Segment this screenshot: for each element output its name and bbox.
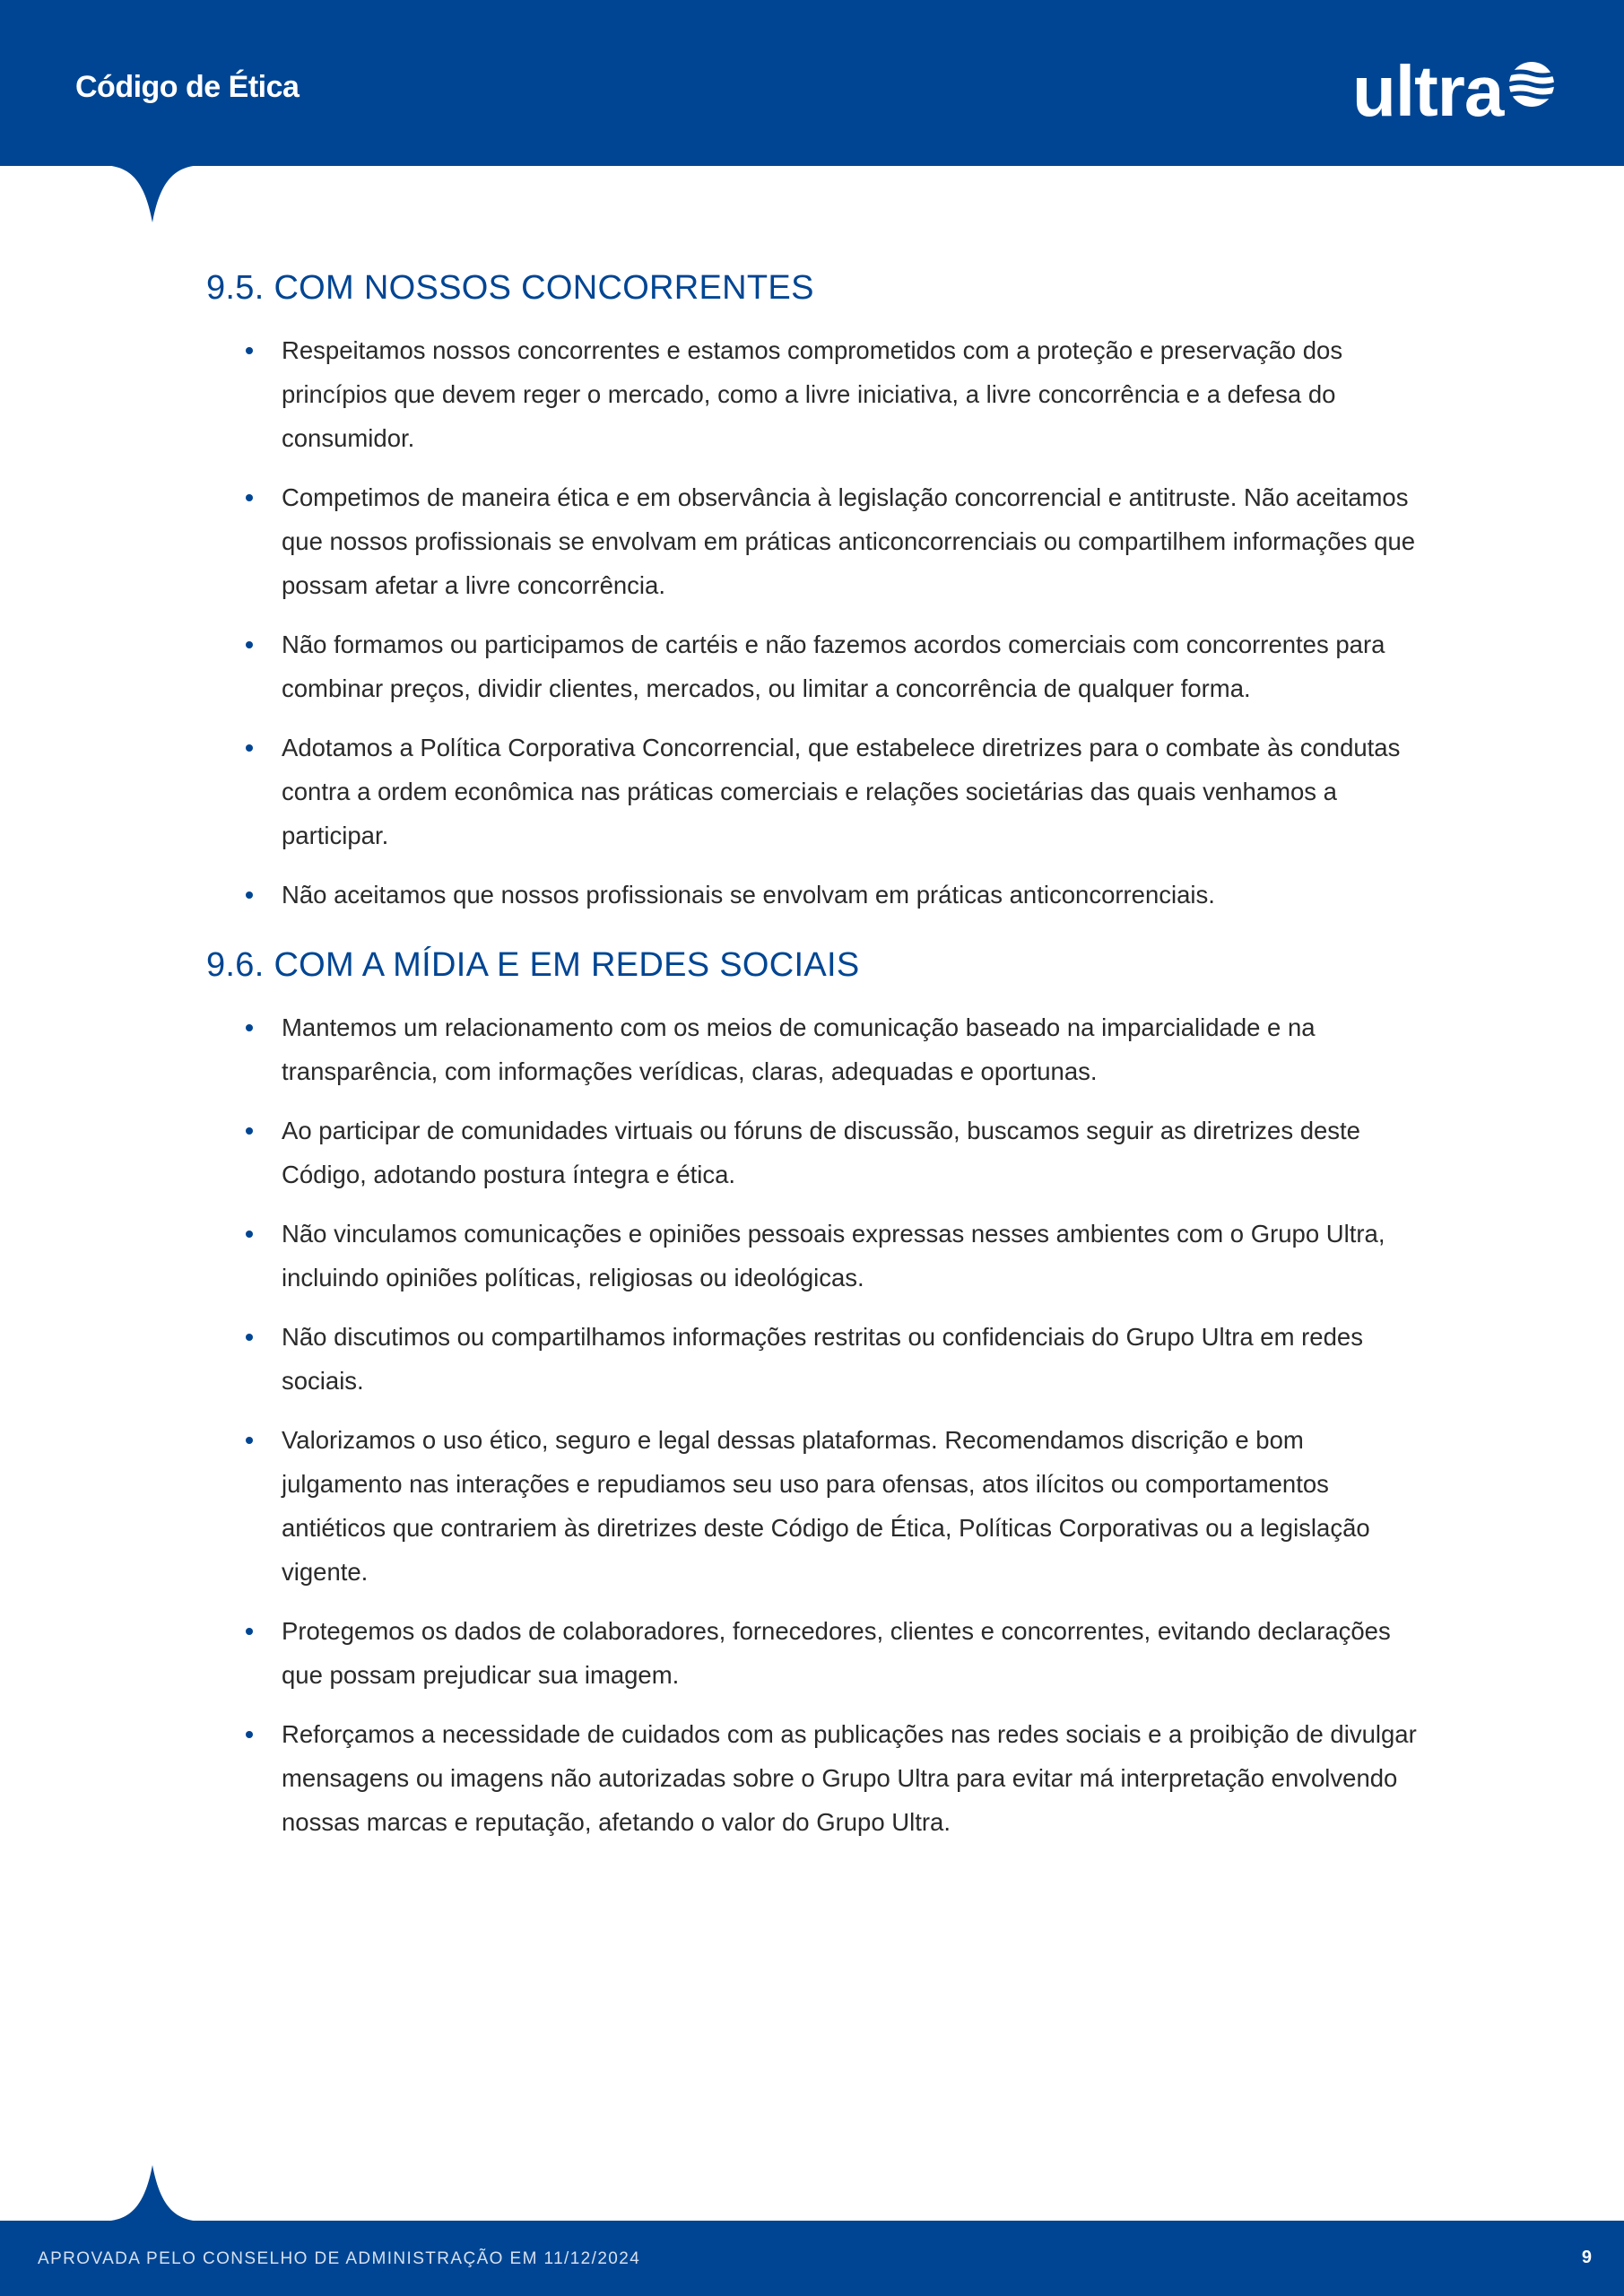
wave-mark-icon bbox=[1507, 61, 1557, 108]
document-title: Código de Ética bbox=[75, 70, 300, 104]
list-item: Protegemos os dados de colaboradores, fornecedores, clientes e concorrentes, evitando declarações que possam prejudicar sua imagem. bbox=[206, 1609, 1426, 1697]
list-item: Mantemos um relacionamento com os meios de comunicação baseado na imparcialidade e na transparência, com informações verídicas, claras, adequadas e oportunas. bbox=[206, 1005, 1426, 1093]
list-item: Não discutimos ou compartilhamos informações restritas ou confidenciais do Grupo Ultra em redes sociais. bbox=[206, 1315, 1426, 1403]
list-item: Respeitamos nossos concorrentes e estamos comprometidos com a proteção e preservação dos princípios que devem reger o mercado, como a livre iniciativa, a livre concorrência e a defesa do consumidor. bbox=[206, 328, 1426, 460]
ultra-logo bbox=[1352, 47, 1557, 131]
header-notch bbox=[99, 165, 206, 224]
list-item: Reforçamos a necessidade de cuidados com as publicações nas redes sociais e a proibição de divulgar mensagens ou imagens não autorizadas sobre o Grupo Ultra para evitar má interpretação envolvendo nossas marcas e reputação, afetando o valor do Grupo Ultra. bbox=[206, 1712, 1426, 1844]
list-item: Não vinculamos comunicações e opiniões pessoais expressas nesses ambientes com o Grupo Ultra, incluindo opiniões políticas, religiosas ou ideológicas. bbox=[206, 1212, 1426, 1300]
page-number: 9 bbox=[1581, 2248, 1592, 2267]
list-item: Ao participar de comunidades virtuais ou fóruns de discussão, buscamos seguir as diretrizes deste Código, adotando postura íntegra e ética. bbox=[206, 1109, 1426, 1196]
list-item: Adotamos a Política Corporativa Concorrencial, que estabelece diretrizes para o combate às condutas contra a ordem econômica nas práticas comerciais e relações societárias das quais venhamos a participar. bbox=[206, 726, 1426, 857]
list-item: Competimos de maneira ética e em observância à legislação concorrencial e antitruste. Não aceitamos que nossos profissionais se envolvam em práticas anticoncorrenciais ou compartilhem informações que possam afetar a livre concorrência. bbox=[206, 475, 1426, 607]
section-title-media: 9.6. COM A MÍDIA E EM REDES SOCIAIS bbox=[206, 946, 860, 984]
footer-notch bbox=[99, 2163, 206, 2222]
competitors-list bbox=[206, 328, 1426, 917]
page-header bbox=[0, 0, 1624, 166]
list-item: Não aceitamos que nossos profissionais se envolvam em práticas anticoncorrenciais. bbox=[206, 873, 1426, 917]
page-footer bbox=[0, 2221, 1624, 2296]
main-content bbox=[206, 260, 1426, 1859]
approval-note: APROVADA PELO CONSELHO DE ADMINISTRAÇÃO EM 11/12/2024 bbox=[38, 2249, 641, 2268]
list-item: Valorizamos o uso ético, seguro e legal dessas plataformas. Recomendamos discrição e bom julgamento nas interações e repudiamos seu uso para ofensas, atos ilícitos ou comportamentos antiéticos que contrariem às diretrizes deste Código de Ética, Políticas Corporativas ou a legislação vigente. bbox=[206, 1418, 1426, 1594]
media-list bbox=[206, 1005, 1426, 1844]
logo-wordmark: ultra bbox=[1352, 51, 1504, 131]
list-item: Não formamos ou participamos de cartéis e não fazemos acordos comerciais com concorrentes para combinar preços, dividir clientes, mercados, ou limitar a concorrência de qualquer forma. bbox=[206, 622, 1426, 710]
section-title-competitors: 9.5. COM NOSSOS CONCORRENTES bbox=[206, 269, 814, 307]
